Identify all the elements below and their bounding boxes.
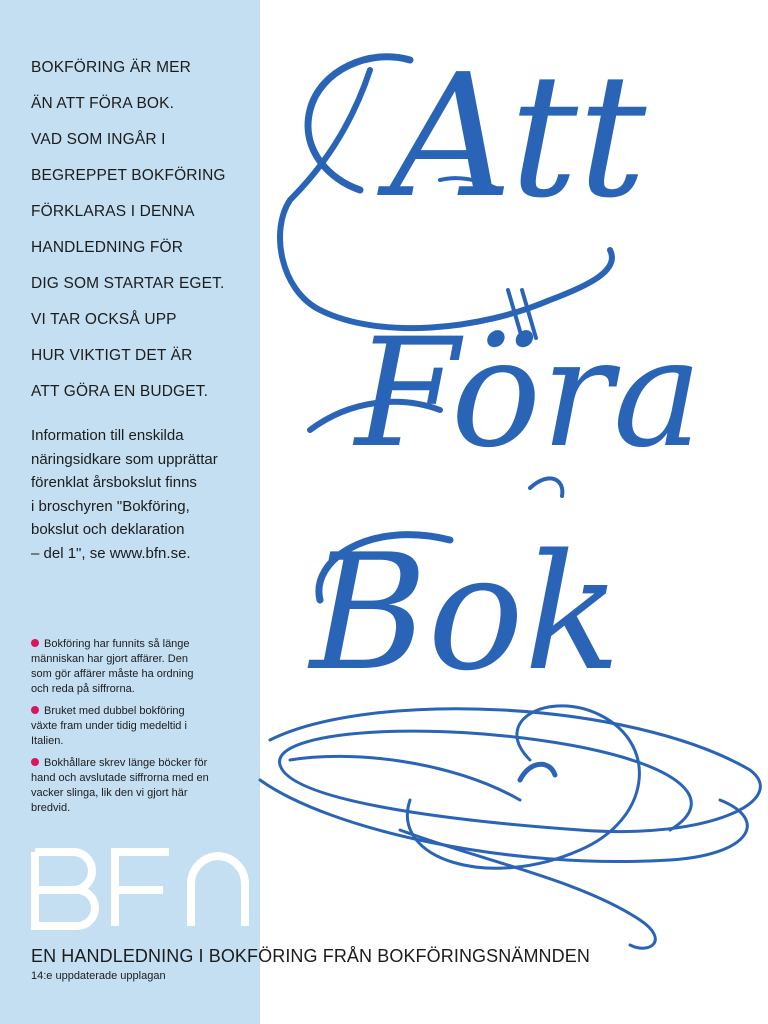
intro-line: VAD SOM INGÅR I <box>31 131 166 148</box>
info-paragraph <box>31 424 256 565</box>
info-line: näringsidkare som upprättar <box>31 450 218 468</box>
intro-line: BOKFÖRING ÄR MER <box>31 59 191 76</box>
fact-text: som gör affärer måste ha ordning <box>31 668 194 680</box>
bullet-dot-icon <box>31 639 39 647</box>
handbook-title: EN HANDLEDNING I BOKFÖRING FRÅN BOKFÖRINGSNÄMNDEN <box>31 946 590 966</box>
fact-text: Italien. <box>31 735 64 747</box>
calligraphy-title <box>250 0 768 1024</box>
intro-text <box>31 50 256 410</box>
bullet-dot-icon <box>31 706 39 714</box>
intro-line: HUR VIKTIGT DET ÄR <box>31 347 193 364</box>
fact-item <box>31 756 243 816</box>
info-line: i broschyren "Bokföring, <box>31 497 190 515</box>
fact-text: växte fram under tidig medeltid i <box>31 720 187 732</box>
fact-text: Bokhållare skrev länge böcker för <box>44 757 208 769</box>
intro-line: HANDLEDNING FÖR <box>31 239 184 256</box>
fact-text: hand och avslutade siffrorna med en <box>31 772 209 784</box>
intro-line: ÄN ATT FÖRA BOK. <box>31 95 175 112</box>
intro-line: ATT GÖRA EN BUDGET. <box>31 383 209 400</box>
facts-list <box>31 637 243 823</box>
fact-text: vacker slinga, lik den vi gjort här <box>31 787 188 799</box>
fact-text: människan har gjort affärer. Den <box>31 653 188 665</box>
edition-label: 14:e uppdaterade upplagan <box>31 970 166 982</box>
intro-line: VI TAR OCKSÅ UPP <box>31 311 177 328</box>
intro-line: BEGREPPET BOKFÖRING <box>31 167 226 184</box>
fact-text: och reda på siffrorna. <box>31 683 135 695</box>
script-word-bok: Bok <box>310 519 621 706</box>
script-word-fora: Föra <box>355 307 703 481</box>
intro-line: FÖRKLARAS I DENNA <box>31 203 195 220</box>
info-line: bokslut och deklaration <box>31 521 185 538</box>
bullet-dot-icon <box>31 758 39 766</box>
fact-text: bredvid. <box>31 802 71 814</box>
info-line: Information till enskilda <box>31 427 184 444</box>
info-line: – del 1", se www.bfn.se. <box>31 544 191 562</box>
script-word-att: Att <box>390 38 647 236</box>
intro-line: DIG SOM STARTAR EGET. <box>31 275 225 292</box>
fact-item <box>31 704 243 749</box>
fact-text: Bokföring har funnits så länge <box>44 638 190 650</box>
fact-text: Bruket med dubbel bokföring <box>44 705 185 717</box>
bfn-logo <box>31 848 249 930</box>
fact-item <box>31 637 243 697</box>
info-line: förenklat årsbokslut finns <box>31 474 197 491</box>
